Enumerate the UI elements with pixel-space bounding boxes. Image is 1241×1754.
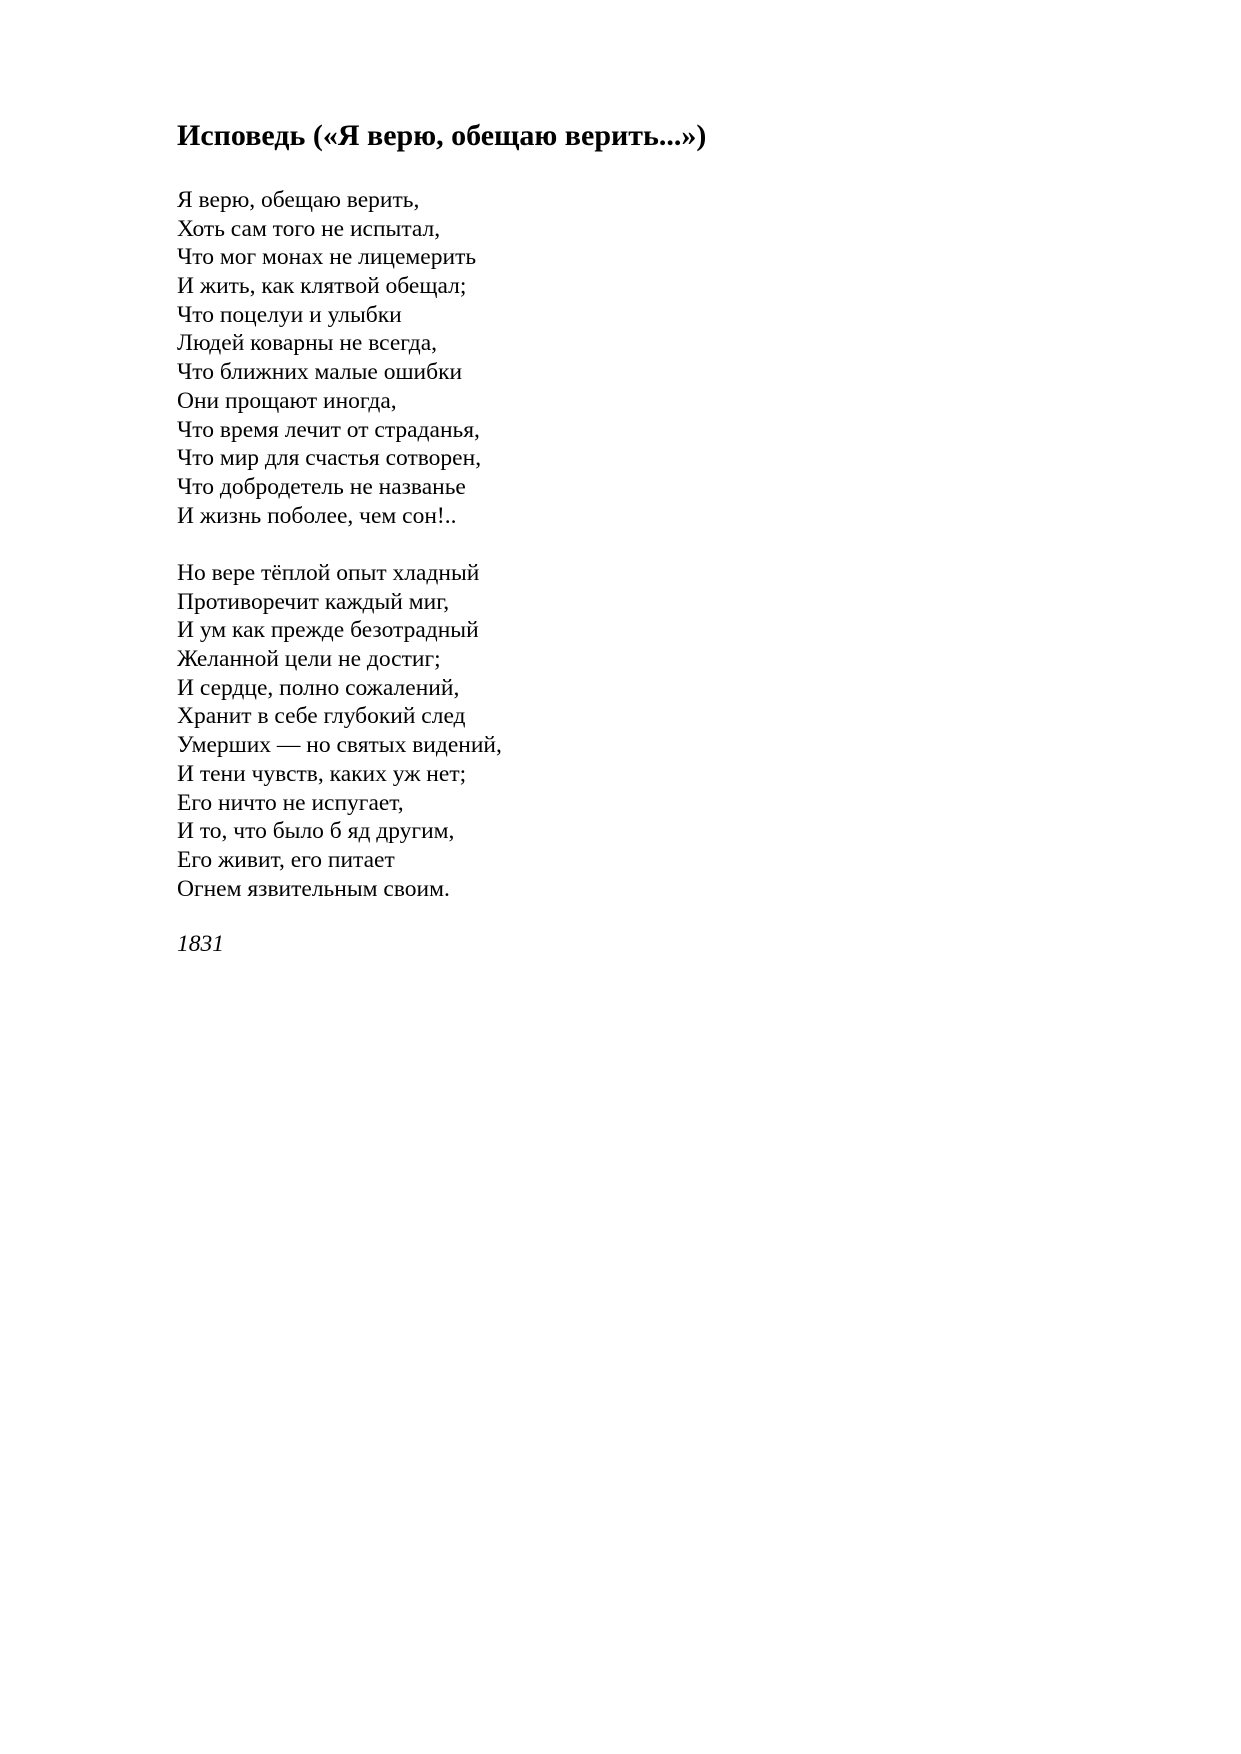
poem-line: И жизнь поболее, чем сон!.. (177, 502, 457, 529)
poem-line: Хранит в себе глубокий след (177, 703, 466, 730)
poem-line: И тени чувств, каких уж нет; (177, 760, 467, 787)
poem-line: Что мог монах не лицемерить (177, 244, 477, 271)
poem-line: Что ближних малые ошибки (177, 359, 463, 386)
poem-line: Но вере тёплой опыт хладный (177, 560, 480, 586)
poem-line: Желанной цели не достиг; (177, 646, 441, 673)
poem-line: И ум как прежде безотрадный (177, 617, 479, 644)
poem-line: Хоть сам того не испытал, (177, 215, 441, 242)
poem-line: Его ничто не испугает, (177, 789, 404, 816)
poem-line: Я верю, обещаю верить, (177, 187, 420, 213)
poem-line: Огнем язвительным своим. (177, 875, 450, 902)
stanza-2 (177, 559, 502, 903)
poem-line: Что поцелуи и улыбки (177, 301, 402, 328)
poem-line: И то, что было б яд другим, (177, 818, 455, 845)
poem-line: Людей коварны не всегда, (177, 330, 438, 357)
poem-line: И сердце, полно сожалений, (177, 674, 460, 701)
poem-date: 1831 (177, 931, 224, 957)
poem-line: Противоречит каждый миг, (177, 588, 450, 615)
poem-line: Что время лечит от страданья, (177, 416, 480, 443)
poem-line: Что мир для счастья сотворен, (177, 445, 482, 472)
poem-line: И жить, как клятвой обещал; (177, 273, 467, 300)
poem-title: Исповедь («Я верю, обещаю верить...») (177, 119, 707, 152)
poem-line: Что добродетель не названье (177, 473, 466, 500)
stanza-1 (177, 186, 481, 530)
poem-line: Умерших — но святых видений, (177, 732, 502, 759)
poem-line: Его живит, его питает (177, 846, 395, 873)
poem-line: Они прощают иногда, (177, 387, 397, 414)
